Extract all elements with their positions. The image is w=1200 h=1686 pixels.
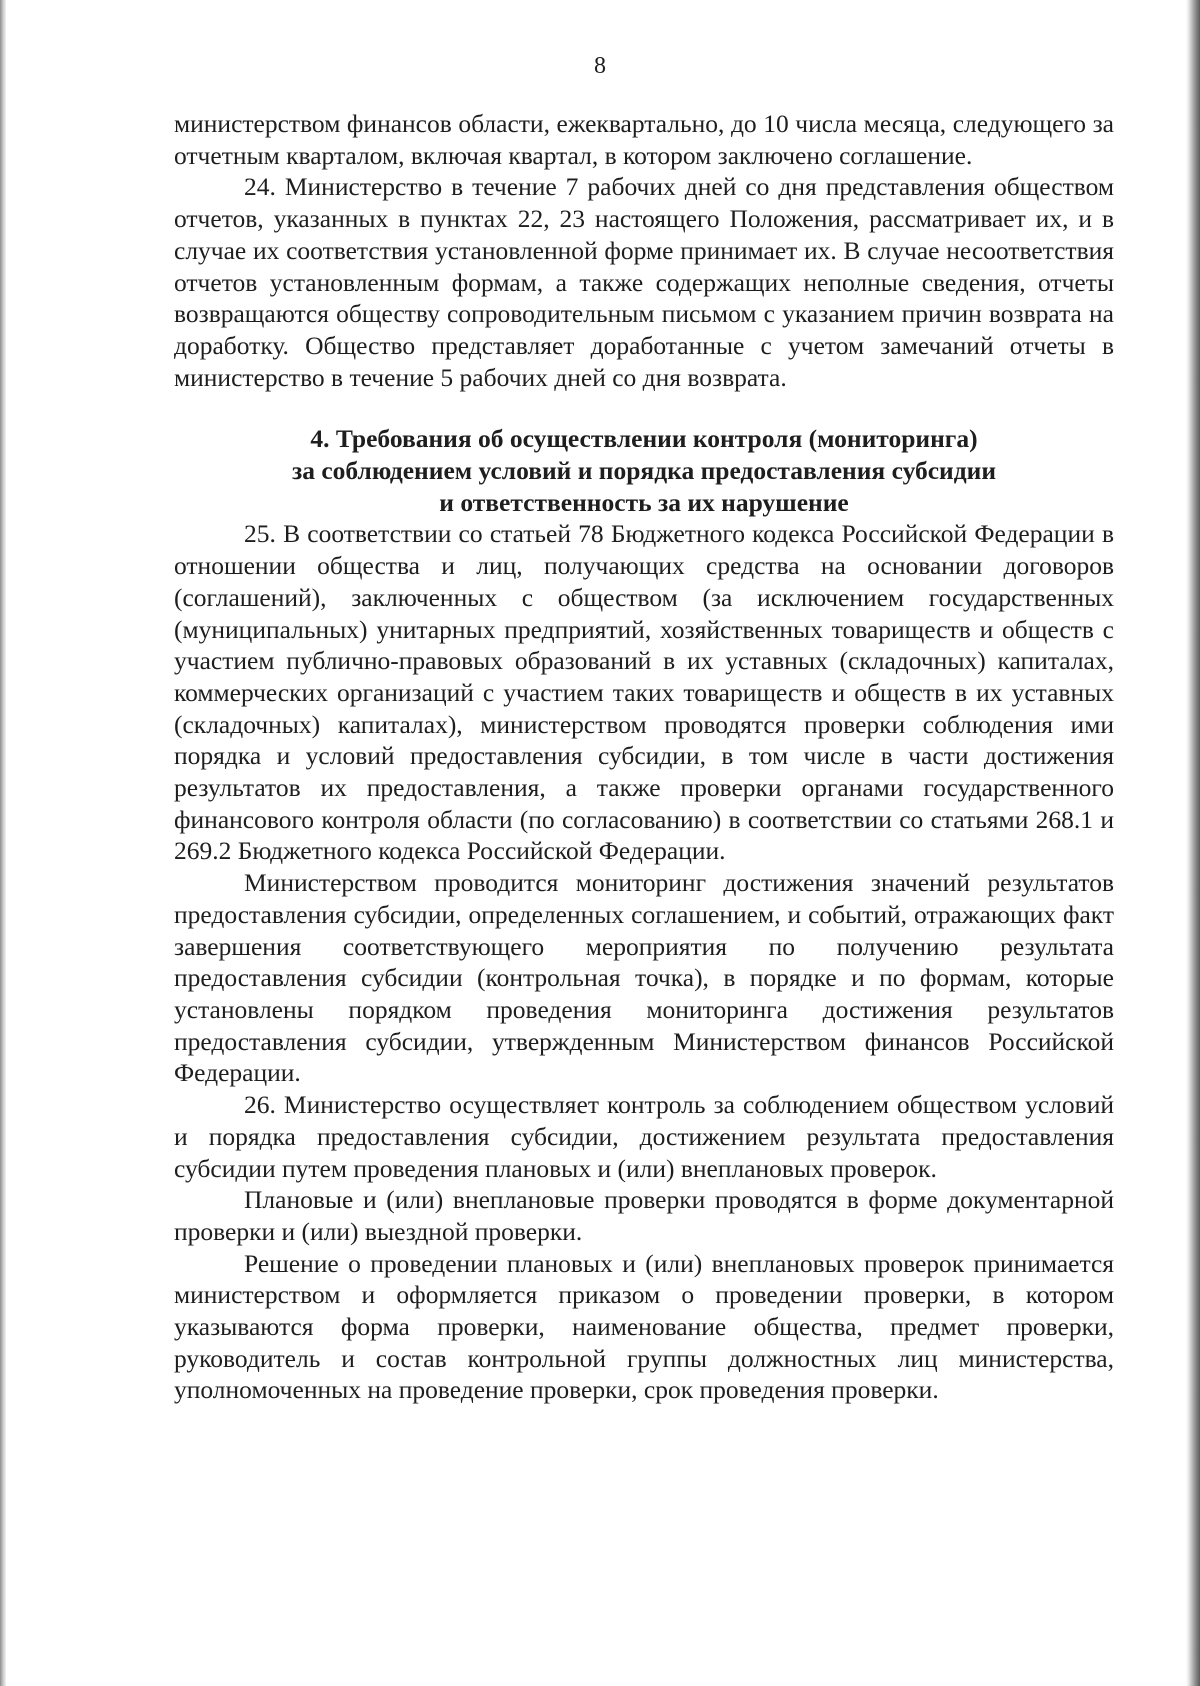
paragraph-24: 24. Министерство в течение 7 рабочих дней со дня представления обществом отчетов, указанных в пунктах 22, 23 настоящего Положения, рассматривает их, и в случае их соответствия установленной форме принимает их. В случае несоответствия отчетов установленным формам, а также содержащих неполные сведения, отчеты возвращаются обществу сопроводительным письмом с указанием причин возврата на доработку. Общество представляет доработанные с учетом замечаний отчеты в министерство в течение 5 рабочих дней со дня возврата. — [174, 172, 1114, 392]
section-heading — [174, 423, 1114, 518]
section-heading-line: 4. Требования об осуществлении контроля (мониторинга) — [310, 424, 978, 454]
paragraph-continuation: министерством финансов области, ежеквартально, до 10 числа месяца, следующего за отчетным кварталом, включая квартал, в котором заключено соглашение. — [174, 109, 1114, 170]
section-heading-line: и ответственность за их нарушение — [439, 487, 849, 517]
document-body — [174, 108, 1114, 1406]
paragraph-monitoring: Министерством проводится мониторинг достижения значений результатов предоставления субсидии, определенных соглашением, и событий, отражающих факт завершения соответствующего мероприятия по получению результата предоставления субсидии (контрольная точка), в порядке и по формам, которые установлены порядком проведения мониторинга достижения результатов предоставления субсидии, утвержденным Министерством финансов Российской Федерации. — [174, 868, 1114, 1088]
scan-edge-left — [0, 0, 6, 1686]
paragraph-25: 25. В соответствии со статьей 78 Бюджетного кодекса Российской Федерации в отношении общества и лиц, получающих средства на основании договоров (соглашений), заключенных с обществом (за исключением государственных (муниципальных) унитарных предприятий, хозяйственных товариществ и обществ с участием публично-правовых образований в их уставных (складочных) капиталах, коммерческих организаций с участием таких товариществ и обществ в их уставных (складочных) капиталах), министерством проводятся проверки соблюдения ими порядка и условий предоставления субсидии, в том числе в части достижения результатов их предоставления, а также проверки органами государственного финансового контроля области (по согласованию) в соответствии со статьями 268.1 и 269.2 Бюджетного кодекса Российской Федерации. — [174, 519, 1114, 866]
paragraph-inspection-forms: Плановые и (или) внеплановые проверки проводятся в форме документарной проверки и (или) выездной проверки. — [174, 1185, 1114, 1246]
paragraph-inspection-decision: Решение о проведении плановых и (или) внеплановых проверок принимается министерством и оформляется приказом о проведении проверки, в котором указываются форма проверки, наименование общества, предмет проверки, руководитель и состав контрольной группы должностных лиц министерства, уполномоченных на проведение проверки, срок проведения проверки. — [174, 1248, 1114, 1405]
page-number: 8 — [594, 53, 606, 79]
scan-edge-right — [1186, 0, 1200, 1686]
section-heading-line: за соблюдением условий и порядка предоставления субсидии — [291, 456, 997, 486]
paragraph-26: 26. Министерство осуществляет контроль за соблюдением обществом условий и порядка предоставления субсидии, достижением результата предоставления субсидии путем проведения плановых и (или) внеплановых проверок. — [174, 1090, 1114, 1183]
